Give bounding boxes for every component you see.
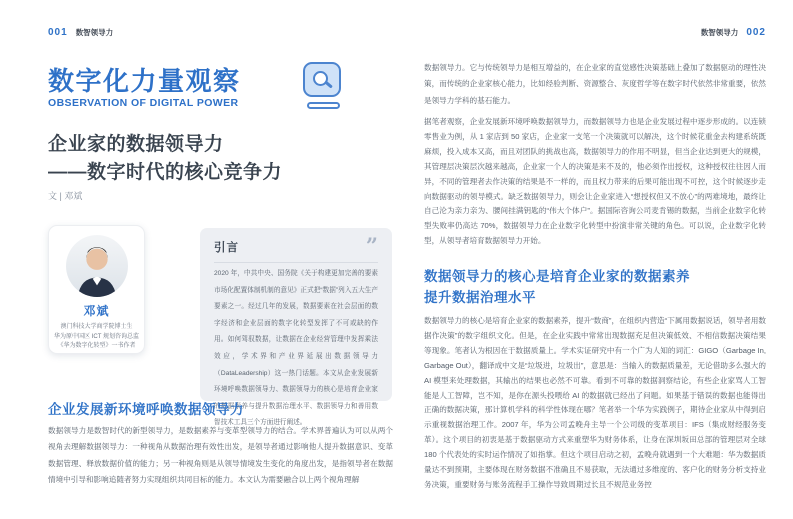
right-section-label: 数智领导力 <box>700 28 739 37</box>
intro-header <box>214 233 378 258</box>
magnifier-lens-icon <box>313 71 328 86</box>
screen-shape <box>303 62 341 97</box>
intro-title: 引言 <box>214 242 239 254</box>
article-title-line1: 企业家的数据领导力 <box>48 134 224 155</box>
left-page-header <box>48 27 113 38</box>
quote-icon: ” <box>365 233 378 258</box>
article-title-line2: ——数字时代的核心竞争力 <box>48 162 283 183</box>
byline: 文 | 邓斌 <box>48 191 83 201</box>
right-section-heading <box>424 266 690 308</box>
right-paragraph-2: 据笔者观察，企业发展新环境呼唤数据领导力，而数据领导力也是企业发展过程中逐步形成的。以连锁零售业为例，从 1 家店到 50 家店，企业家一支笔一个决策就可以解决，这个时候花重金去构建系统既麻烦，投入成本又高，而且对团队的挑战也高，数据领导力的作用不明显，但当企业达到更大的规模，其管理层决策层次越来越高，企业家一个人的决策是来不及的，他必须作出授权，这种授权往往因人而异，不同的管理者去作决策的结果是不一样的，而且权力带来的后果可能出现不可控，这个时候逐步走向数据驱动的领导模式。缺乏数据领导力，则会让企业家进入“想授权但又不放心”的两难境地，最终让自己沦为亲力亲为、腰间挂满钥匙的“伟大个体户”。据国际咨询公司麦肯锡的数据，当前企业数字化转型失败率仍高达 70%，数据领导力在企业数字化转型中扮演非常关键的角色。可以说，企业数字化转型，从领导者培育数据领导力开始。 <box>424 117 766 246</box>
right-paragraph-1: 数据领导力。它与传统领导力是相互增益的，在企业家的直觉感性决策基础上叠加了数据驱动的理性决策，而传统的企业家核心能力，比如经验判断、资源整合、灰度哲学等在数字时代依然非常重要，依然是领导力学科的基石能力。 <box>424 63 766 105</box>
author-name: 邓斌 <box>83 304 110 318</box>
screen-base-shape <box>307 102 340 109</box>
column-title: 数字化力量观察 <box>48 66 241 96</box>
intro-box <box>200 228 392 427</box>
author-credential-line: 华为原中国区 ICT 规划咨询总监 <box>54 333 139 340</box>
right-paragraph-3: 数据领导力的核心是培育企业家的数据素养，提升“数商”，在组织内营造“下属用数据说话，领导者用数据作决策”的数字组织文化。但是，在企业实践中常常出现数据充足但决策低效、不相信数据决策结果等现象。笔者认为根因在于数据质量上。学术实证研究中有一个广为人知的词汇：GIGO（Garbage In, Garbage Out），翻译成中文是“垃圾进，垃圾出”，意思是：当输入的数据质量差，无论借助多么强大的 AI 模型来处理数据，其输出的结果也必然不可靠。看到不可靠的数据洞察结论，有些企业家骂人工智能是人工智障，岂不知，是你在源头投喂给 AI 的数据就已经出了问题。如果基于错误的数据也能得出正确的数据决策，那计算机学科的科学性体现在哪？笔者举一个华为实践例子，期待企业家从中得到启示重视数据治理工作。2007 年，华为公司孟晚舟主导一个公司级的变革项目：IFS（集成财经服务变革）。这个项目的初衷是基于数据驱动方式来重塑华为财务体系，让身在深圳坂田总部的管理层对全球 180 个代表处的实时运作情况了如指掌。但这个项目启动之初，孟晚舟就遇到一个大难题：华为数据质量达不到预期，主要体现在财务数据不准确且不易获取，无法通过多维度的、客户化的财务分析支持业务决策，重要财务与账务流程手工操作导致周期过长且不规范业务控 <box>424 316 766 489</box>
left-page-number: 001 <box>48 27 68 38</box>
magnifier-screen-icon <box>303 62 343 109</box>
intro-body: 2020 年，中共中央、国务院《关于构建更加完善的要素市场化配置体制机制的意见》正式把“数据”列入五大生产要素之一。经过几年的发展，数据要素在社会层面的数字经济和企业层面的数字化转型发挥了不可或缺的作用。如何驾驭数据，让数据在企业经营管理中发挥乘法效应，学术界和产业界延展出数据领导力（DataLeadership）这一热门话题。本文从企业发展新环境呼唤数据领导力、数据领导力的核心是培育企业家的数据素养与提升数据治理水平、数据领导力和善用数智技术工具三个方面进行阐述。 <box>214 270 378 427</box>
left-section-paragraph: 数据领导力是数智时代的新型领导力，是数据素养与变革型领导力的结合。学术界普遍认为可以从两个视角去理解数据领导力：一种视角从数据治理有效性出发，是领导者通过影响他人提升数据意识、变革数据管理、释放数据价值的能力；另一种视角则是从领导情境发生变化的角度出发，是指领导者在数据情境中引导和影响追随者努力实现组织共同目标的能力。本文认为需要融合以上两个视角理解 <box>48 426 393 485</box>
intro-divider <box>214 262 378 263</box>
article-title <box>48 131 282 187</box>
right-section-heading-line1: 数据领导力的核心是培育企业家的数据素养 <box>424 269 690 284</box>
author-credential-line: 澳门科技大学商学院博士生 <box>60 324 133 330</box>
author-card <box>48 225 145 354</box>
left-section-heading: 企业发展新环境呼唤数据领导力 <box>48 402 244 417</box>
right-page-number: 002 <box>746 27 766 38</box>
right-section-heading-line2: 提升数据治理水平 <box>424 290 536 305</box>
right-page-header <box>701 27 766 38</box>
left-section-label: 数智领导力 <box>75 28 114 37</box>
person-silhouette-icon <box>66 235 128 297</box>
author-credentials <box>49 323 144 352</box>
author-photo <box>66 235 128 297</box>
column-subtitle: OBSERVATION OF DIGITAL POWER <box>48 97 239 109</box>
author-credential-line: 《华为数字化转型》一书作者 <box>57 343 136 349</box>
